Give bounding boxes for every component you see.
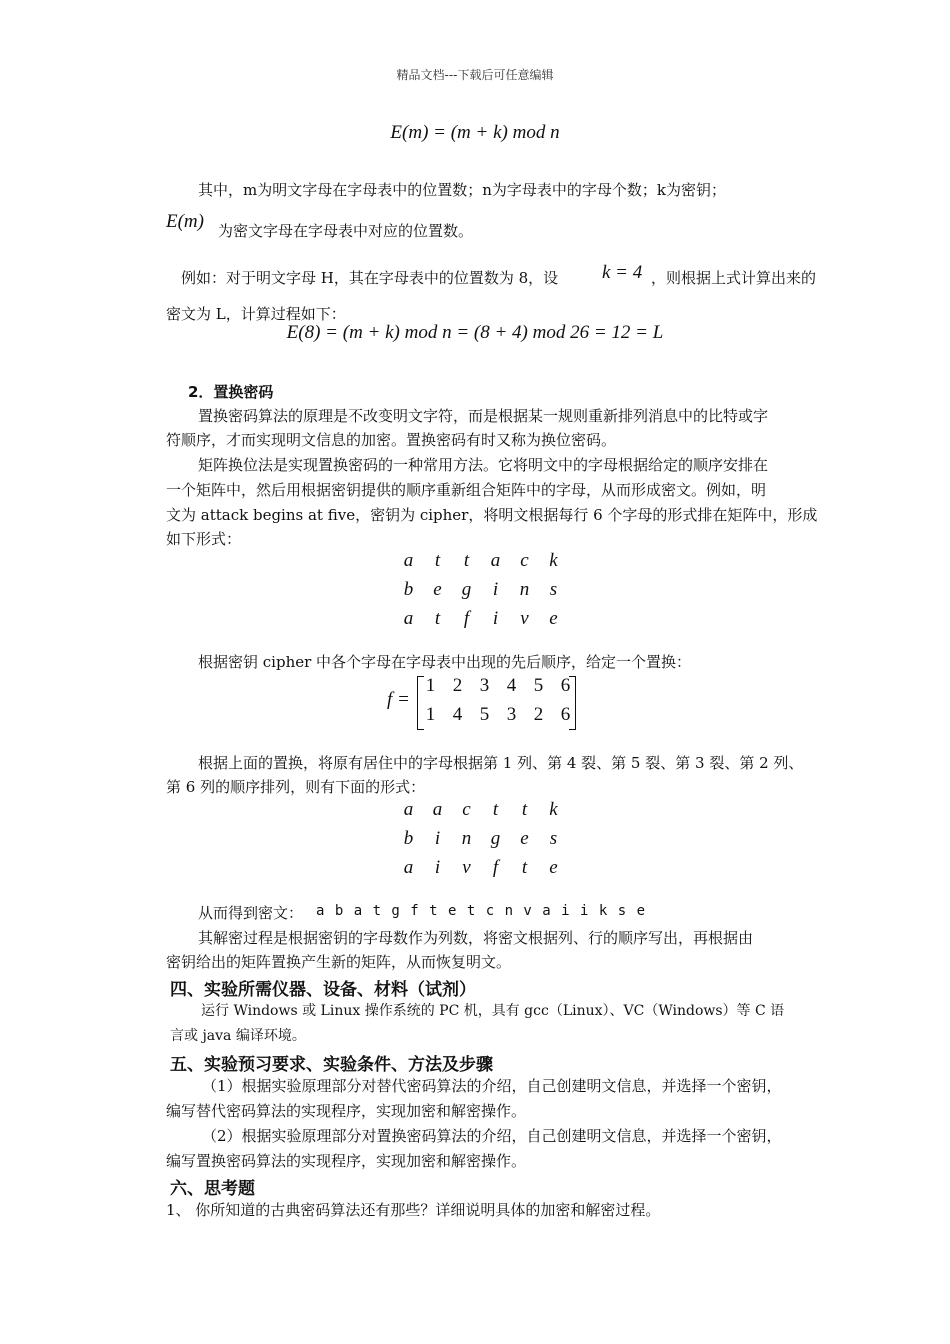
perm-cell: 4: [506, 675, 517, 696]
perm-cell: 2: [452, 675, 463, 696]
matrix-cell: v: [462, 857, 471, 878]
matrix-cell: f: [463, 608, 470, 629]
perm-cell: 2: [533, 704, 544, 725]
s2-para1-line1: 置换密码算法的原理是不改变明文字符，而是根据某一规则重新排列消息中的比特或字: [198, 407, 769, 425]
matrix-row: [394, 828, 568, 850]
perm-cell: 3: [506, 704, 517, 725]
matrix-cell: t: [521, 799, 528, 820]
matrix-cell: e: [433, 579, 442, 600]
s2-para4-line2: 密钥给出的矩阵置换产生新的矩阵，从而恢复明文。: [166, 953, 512, 971]
matrix-cell: g: [490, 828, 501, 849]
matrix-cell: e: [520, 828, 529, 849]
s2-para4-line1: 其解密过程是根据密钥的字母数作为列数，将密文根据列、行的顺序写出，再根据由: [198, 929, 754, 947]
perm-cell: 4: [452, 704, 463, 725]
matrix-cell: c: [520, 550, 529, 571]
perm-row-bottom: [417, 704, 579, 726]
matrix-cell: a: [403, 857, 414, 878]
page-header: 精品文档---下载后可任意编辑: [396, 68, 554, 82]
matrix-cell: e: [549, 857, 558, 878]
matrix-cell: k: [549, 799, 558, 820]
cipher-text: a b a t g f t e t c n v a i i k s e: [316, 903, 647, 919]
s2-para1-line2: 符顺序，才而实现明文信息的加密。置换密码有时又称为换位密码。: [166, 431, 617, 449]
explain-line-2: 为密文字母在字母表中对应的位置数。: [218, 222, 474, 240]
s2-para2-line2: 一个矩阵中，然后用根据密钥提供的顺序重新组合矩阵中的字母，从而形成密文。例如，明: [166, 481, 767, 499]
matrix-cell: i: [434, 828, 441, 849]
matrix-cell: b: [403, 828, 414, 849]
formula-main: E(m) = (m + k) mod n: [390, 122, 560, 143]
s4-line2: 言或 java 编译环境。: [170, 1028, 306, 1044]
matrix-cell: v: [520, 608, 529, 629]
matrix-cell: s: [549, 579, 558, 600]
section-6-title: 六、思考题: [170, 1179, 255, 1199]
s2-para2-line4: 如下形式：: [166, 530, 242, 548]
example-line-2: 密文为 L，计算过程如下：: [166, 305, 346, 323]
matrix-cell: f: [492, 857, 499, 878]
perm-cell: 6: [560, 704, 571, 725]
section-5-title: 五、实验预习要求、实验条件、方法及步骤: [170, 1055, 493, 1075]
matrix-cell: t: [492, 799, 499, 820]
example-line-1a: 例如：对于明文字母 H，其在字母表中的位置数为 8，设: [181, 269, 559, 287]
matrix-cell: e: [549, 608, 558, 629]
matrix-cell: c: [462, 799, 471, 820]
formula-example: E(8) = (m + k) mod n = (8 + 4) mod 26 = 12 = L: [286, 322, 664, 343]
matrix-cell: n: [461, 828, 472, 849]
matrix-cell: t: [463, 550, 470, 571]
matrix-cell: k: [549, 550, 558, 571]
s2-para3-line1: 根据上面的置换，将原有居住中的字母根据第 1 列、第 4 裂、第 5 裂、第 3 裂、第 2 列、: [198, 754, 804, 772]
explain-em: E(m): [166, 211, 204, 232]
perm-f-label: f =: [387, 689, 410, 710]
matrix-cell: t: [521, 857, 528, 878]
matrix-cell: i: [492, 608, 499, 629]
perm-cell: 1: [425, 704, 436, 725]
perm-row-top: [417, 675, 579, 697]
matrix-cell: a: [403, 550, 414, 571]
matrix-cell: n: [519, 579, 530, 600]
perm-cell: 6: [560, 675, 571, 696]
explain-line-1: 其中，m为明文字母在字母表中的位置数；n为字母表中的字母个数；k为密钥；: [198, 181, 726, 199]
matrix-cell: a: [490, 550, 501, 571]
matrix-cell: g: [461, 579, 472, 600]
matrix-row: [394, 579, 568, 601]
matrix-cell: b: [403, 579, 414, 600]
permutation-intro: 根据密钥 cipher 中各个字母在字母表中出现的先后顺序，给定一个置换：: [198, 653, 692, 671]
s2-para2-line3: 文为 attack begins at five，密钥为 cipher，将明文根据每行 6 个字母的形式排在矩阵中，形成: [166, 506, 818, 524]
s2-para3-line2: 第 6 列的顺序排列，则有下面的形式：: [166, 778, 426, 796]
matrix-cell: s: [549, 828, 558, 849]
perm-cell: 1: [425, 675, 436, 696]
s4-line1: 运行 Windows 或 Linux 操作系统的 PC 机，具有 gcc（Linux）、VC（Windows）等 C 语: [201, 1003, 785, 1019]
question-1: 1、 你所知道的古典密码算法还有那些？详细说明具体的加密和解密过程。: [166, 1201, 661, 1219]
matrix-cell: t: [434, 608, 441, 629]
matrix-row: [394, 799, 568, 821]
s5-para2-line1: （2）根据实验原理部分对置换密码算法的介绍，自己创建明文信息，并选择一个密钥，: [202, 1127, 782, 1145]
matrix-cell: a: [432, 799, 443, 820]
matrix-cell: i: [434, 857, 441, 878]
s5-para1-line2: 编写替代密码算法的实现程序，实现加密和解密操作。: [166, 1102, 527, 1120]
example-k: k = 4: [602, 262, 643, 283]
perm-cell: 5: [479, 704, 490, 725]
matrix-row: [394, 857, 568, 879]
s5-para2-line2: 编写置换密码算法的实现程序，实现加密和解密操作。: [166, 1152, 527, 1170]
matrix-cell: i: [492, 579, 499, 600]
section-2-title: 2．置换密码: [188, 383, 274, 401]
matrix-row: [394, 608, 568, 630]
perm-cell: 3: [479, 675, 490, 696]
s2-para2-line1: 矩阵换位法是实现置换密码的一种常用方法。它将明文中的字母根据给定的顺序安排在: [198, 456, 769, 474]
s5-para1-line1: （1）根据实验原理部分对替代密码算法的介绍，自己创建明文信息，并选择一个密钥，: [202, 1077, 782, 1095]
cipher-label: 从而得到密文：: [198, 904, 304, 922]
perm-cell: 5: [533, 675, 544, 696]
matrix-cell: a: [403, 608, 414, 629]
section-4-title: 四、实验所需仪器、设备、材料（试剂）: [170, 980, 476, 1000]
example-line-1b: ，则根据上式计算出来的: [651, 269, 817, 287]
matrix-row: [394, 550, 568, 572]
matrix-cell: a: [403, 799, 414, 820]
matrix-cell: t: [434, 550, 441, 571]
